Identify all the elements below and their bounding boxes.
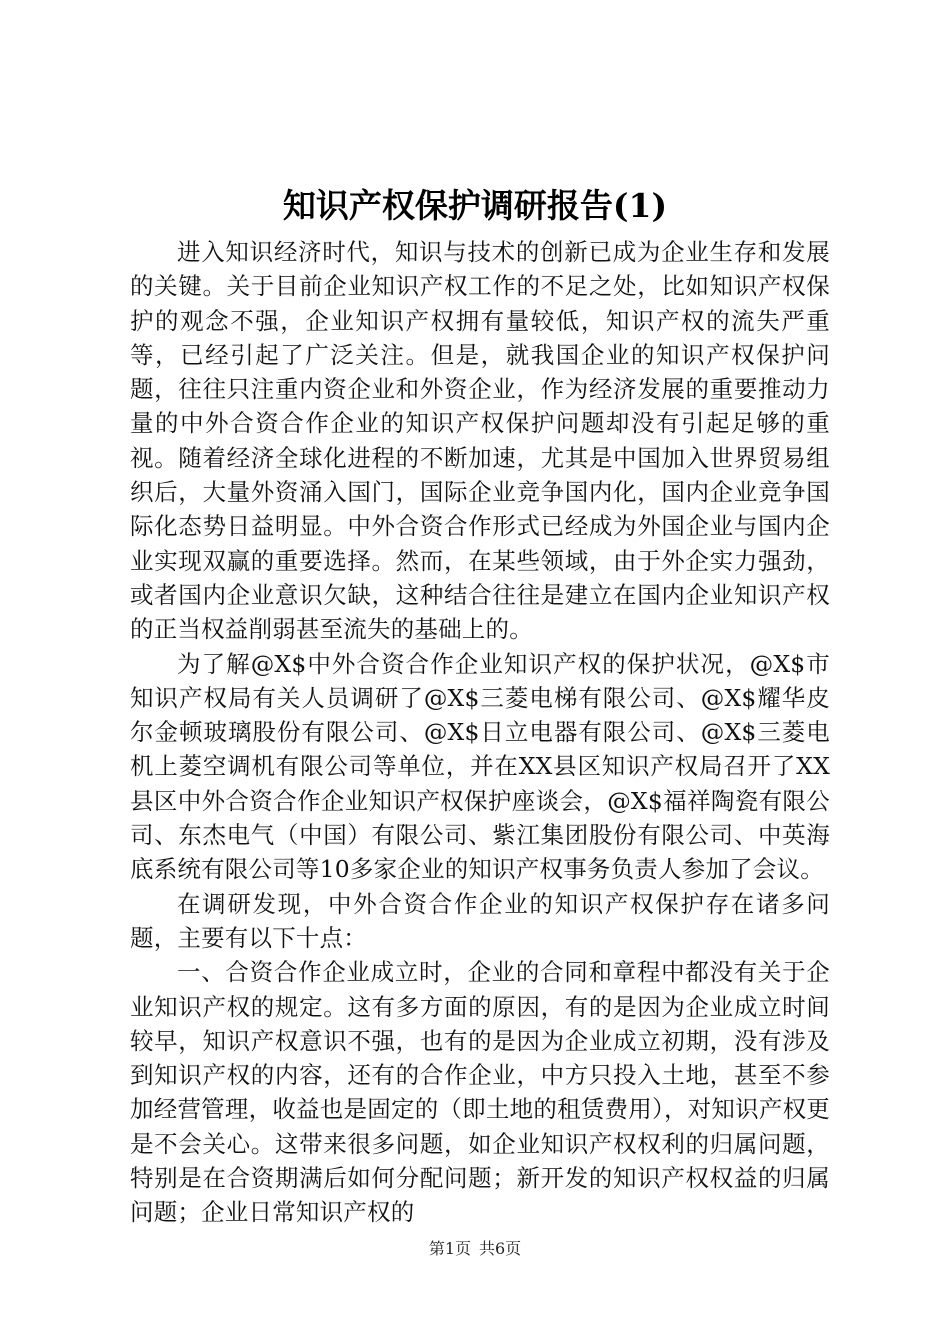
- document-title: 知识产权保护调研报告(1): [282, 186, 668, 225]
- paragraph-findings: 在调研发现，中外合资合作企业的知识产权保护存在诸多问题，主要有以下十点：: [130, 889, 830, 952]
- page-number: 第1页: [428, 1239, 471, 1258]
- paragraph-intro: 进入知识经济时代，知识与技术的创新已成为企业生存和发展的关键。关于目前企业知识产权工作的不足之处，比如知识产权保护的观念不强，企业知识产权拥有量较低，知识产权的流失严重等，已经引起了广泛关注。但是，就我国企业的知识产权保护问题，往往只注重内资企业和外资企业，作为经济发展的重要推动力量的中外合资合作企业的知识产权保护问题却没有引起足够的重视。随着经济全球化进程的不断加速，尤其是中国加入世界贸易组织后，大量外资涌入国门，国际企业竞争国内化，国内企业竞争国际化态势日益明显。中外合资合作形式已经成为外国企业与国内企业实现双赢的重要选择。然而，在某些领域，由于外企实力强劲，或者国内企业意识欠缺，这种结合往往是建立在国内企业知识产权的正当权益削弱甚至流失的基础上的。: [130, 238, 830, 644]
- page-total: 共6页: [479, 1239, 522, 1258]
- page-footer: [0, 1238, 950, 1260]
- paragraph-point-one: 一、合资合作企业成立时，企业的合同和章程中都没有关于企业知识产权的规定。这有多方面的原因，有的是因为企业成立时间较早，知识产权意识不强，也有的是因为企业成立初期，没有涉及到知识产权的内容，还有的合作企业，中方只投入土地，甚至不参加经营管理，收益也是固定的（即土地的租赁费用），对知识产权更是不会关心。这带来很多问题，如企业知识产权权利的归属问题，特别是在合资期满后如何分配问题；新开发的知识产权权益的归属问题；企业日常知识产权的: [130, 958, 830, 1227]
- document-body: [130, 235, 830, 1230]
- paragraph-survey: 为了解@X$中外合资合作企业知识产权的保护状况，@X$市知识产权局有关人员调研了@X$三菱电梯有限公司、@X$耀华皮尔金顿玻璃股份有限公司、@X$日立电器有限公司、@X$三菱电机上菱空调机有限公司等单位，并在XX县区知识产权局召开了XX县区中外合资合作企业知识产权保护座谈会，@X$福祥陶瓷有限公司、东杰电气（中国）有限公司、紫江集团股份有限公司、中英海底系统有限公司等10多家企业的知识产权事务负责人参加了会议。: [130, 649, 830, 884]
